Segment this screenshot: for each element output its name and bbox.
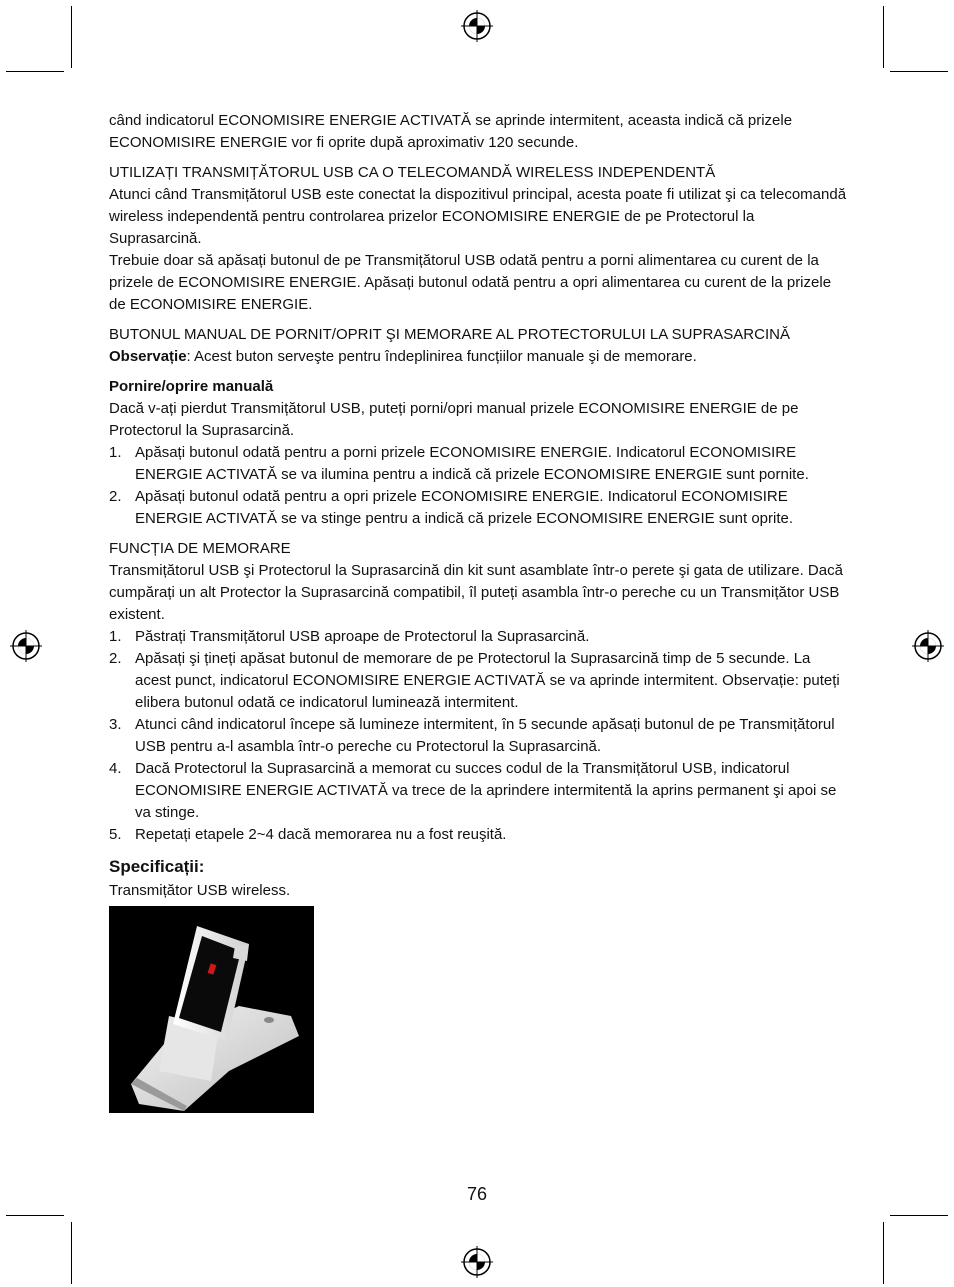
list-item: [109, 626, 849, 648]
list-item-text: Atunci când indicatorul începe să lumineze intermitent, în 5 secunde apăsați butonul de pe Transmițătorul USB pentru a-l asambla într-o pereche cu Protectorul la Suprasarcină.: [135, 716, 835, 755]
page-number: 76: [466, 1184, 488, 1204]
usb-remote-paragraph: Atunci când Transmițătorul USB este conectat la dispozitivul principal, acesta poate fi utilizat şi ca telecomandă wireless independentă pentru controlarea prizelor ECONOMISIRE ENERGIE de pe Protectorul la Suprasarcină.: [109, 186, 847, 247]
registration-mark-icon: [461, 10, 493, 42]
specifications-heading: Specificații:: [109, 857, 205, 876]
memory-function-steps: [109, 626, 849, 846]
usb-transmitter-illustration: [109, 906, 314, 1113]
usb-remote-paragraph: Trebuie doar să apăsați butonul de pe Transmițătorul USB odată pentru a porni alimentarea cu curent de la prizele de ECONOMISIRE ENERGIE. Apăsați butonul odată pentru a opri alimentarea cu curent de la prizele de ECONOMISIRE ENERGIE.: [109, 252, 832, 313]
list-item: [109, 714, 849, 758]
list-item-number: 3.: [109, 716, 122, 733]
list-item-text: Apăsați butonul odată pentru a opri prizele ECONOMISIRE ENERGIE. Indicatorul ECONOMISIRE ENERGIE ACTIVATĂ se va stinge pentru a indică că prizele ECONOMISIRE ENERGIE sunt oprite.: [135, 488, 794, 527]
crop-mark: [883, 1222, 884, 1284]
manual-button-heading: BUTONUL MANUAL DE PORNIT/OPRIT ŞI MEMORARE AL PROTECTORULUI LA SUPRASARCINĂ: [109, 326, 790, 343]
list-item-number: 1.: [109, 444, 122, 461]
list-item-text: Apăsați şi țineți apăsat butonul de memorare de pe Protectorul la Suprasarcină timp de 5 secunde. La acest punct, indicatorul ECONOMISIRE ENERGIE ACTIVATĂ se va aprinde intermitent. Observație: puteți elibera butonul odată ce indicatorul luminează intermitent.: [135, 650, 840, 711]
list-item: [109, 824, 849, 846]
crop-mark: [6, 71, 64, 72]
list-item: [109, 758, 849, 824]
registration-mark-icon: [10, 630, 42, 662]
list-item: [109, 648, 849, 714]
list-item-number: 2.: [109, 650, 122, 667]
page-content: [109, 110, 849, 1113]
manual-onoff-steps: [109, 442, 849, 530]
crop-mark: [71, 6, 72, 68]
registration-mark-icon: [912, 630, 944, 662]
memory-function-heading: FUNCȚIA DE MEMORARE: [109, 540, 291, 557]
manual-onoff-paragraph: Dacă v-ați pierdut Transmițătorul USB, puteți porni/opri manual prizele ECONOMISIRE ENERGIE de pe Protectorul la Suprasarcină.: [109, 400, 799, 439]
usb-transmitter-photo: [109, 906, 314, 1113]
specifications-caption: Transmițător USB wireless.: [109, 882, 291, 899]
crop-mark: [883, 6, 884, 68]
note-label: Observație: [109, 348, 187, 365]
registration-mark-icon: [461, 1246, 493, 1278]
note-text: : Acest buton serveşte pentru îndeplinirea funcțiilor manuale şi de memorare.: [186, 348, 697, 365]
manual-onoff-heading: Pornire/oprire manuală: [109, 378, 274, 395]
note-paragraph: [109, 346, 849, 368]
crop-mark: [890, 71, 948, 72]
list-item-text: Apăsați butonul odată pentru a porni prizele ECONOMISIRE ENERGIE. Indicatorul ECONOMISIRE ENERGIE ACTIVATĂ se va ilumina pentru a indică că prizele ECONOMISIRE ENERGIE sunt pornite.: [135, 444, 809, 483]
list-item-number: 1.: [109, 628, 122, 645]
list-item-text: Dacă Protectorul la Suprasarcină a memorat cu succes codul de la Transmițătorul USB, indicatorul ECONOMISIRE ENERGIE ACTIVATĂ va trece de la aprindere intermitentă la aprins permanent şi apoi se va stinge.: [135, 760, 837, 821]
crop-mark: [890, 1215, 948, 1216]
list-item: [109, 442, 849, 486]
crop-mark: [71, 1222, 72, 1284]
list-item-number: 4.: [109, 760, 122, 777]
list-item-text: Repetați etapele 2~4 dacă memorarea nu a fost reuşită.: [135, 826, 507, 843]
intro-paragraph: când indicatorul ECONOMISIRE ENERGIE ACTIVATĂ se aprinde intermitent, aceasta indică că prizele ECONOMISIRE ENERGIE vor fi oprite după aproximativ 120 secunde.: [109, 112, 793, 151]
memory-function-paragraph: Transmițătorul USB şi Protectorul la Suprasarcină din kit sunt asamblate într-o perete şi gata de utilizare. Dacă cumpărați un alt Protector la Suprasarcină compatibil, îl puteți asambla într-o pereche cu un Transmițător USB existent.: [109, 562, 843, 623]
list-item-text: Păstrați Transmițătorul USB aproape de Protectorul la Suprasarcină.: [135, 628, 590, 645]
crop-mark: [6, 1215, 64, 1216]
list-item-number: 5.: [109, 826, 122, 843]
list-item: [109, 486, 849, 530]
usb-remote-heading: UTILIZAȚI TRANSMIȚĂTORUL USB CA O TELECOMANDĂ WIRELESS INDEPENDENTĂ: [109, 164, 716, 181]
list-item-number: 2.: [109, 488, 122, 505]
